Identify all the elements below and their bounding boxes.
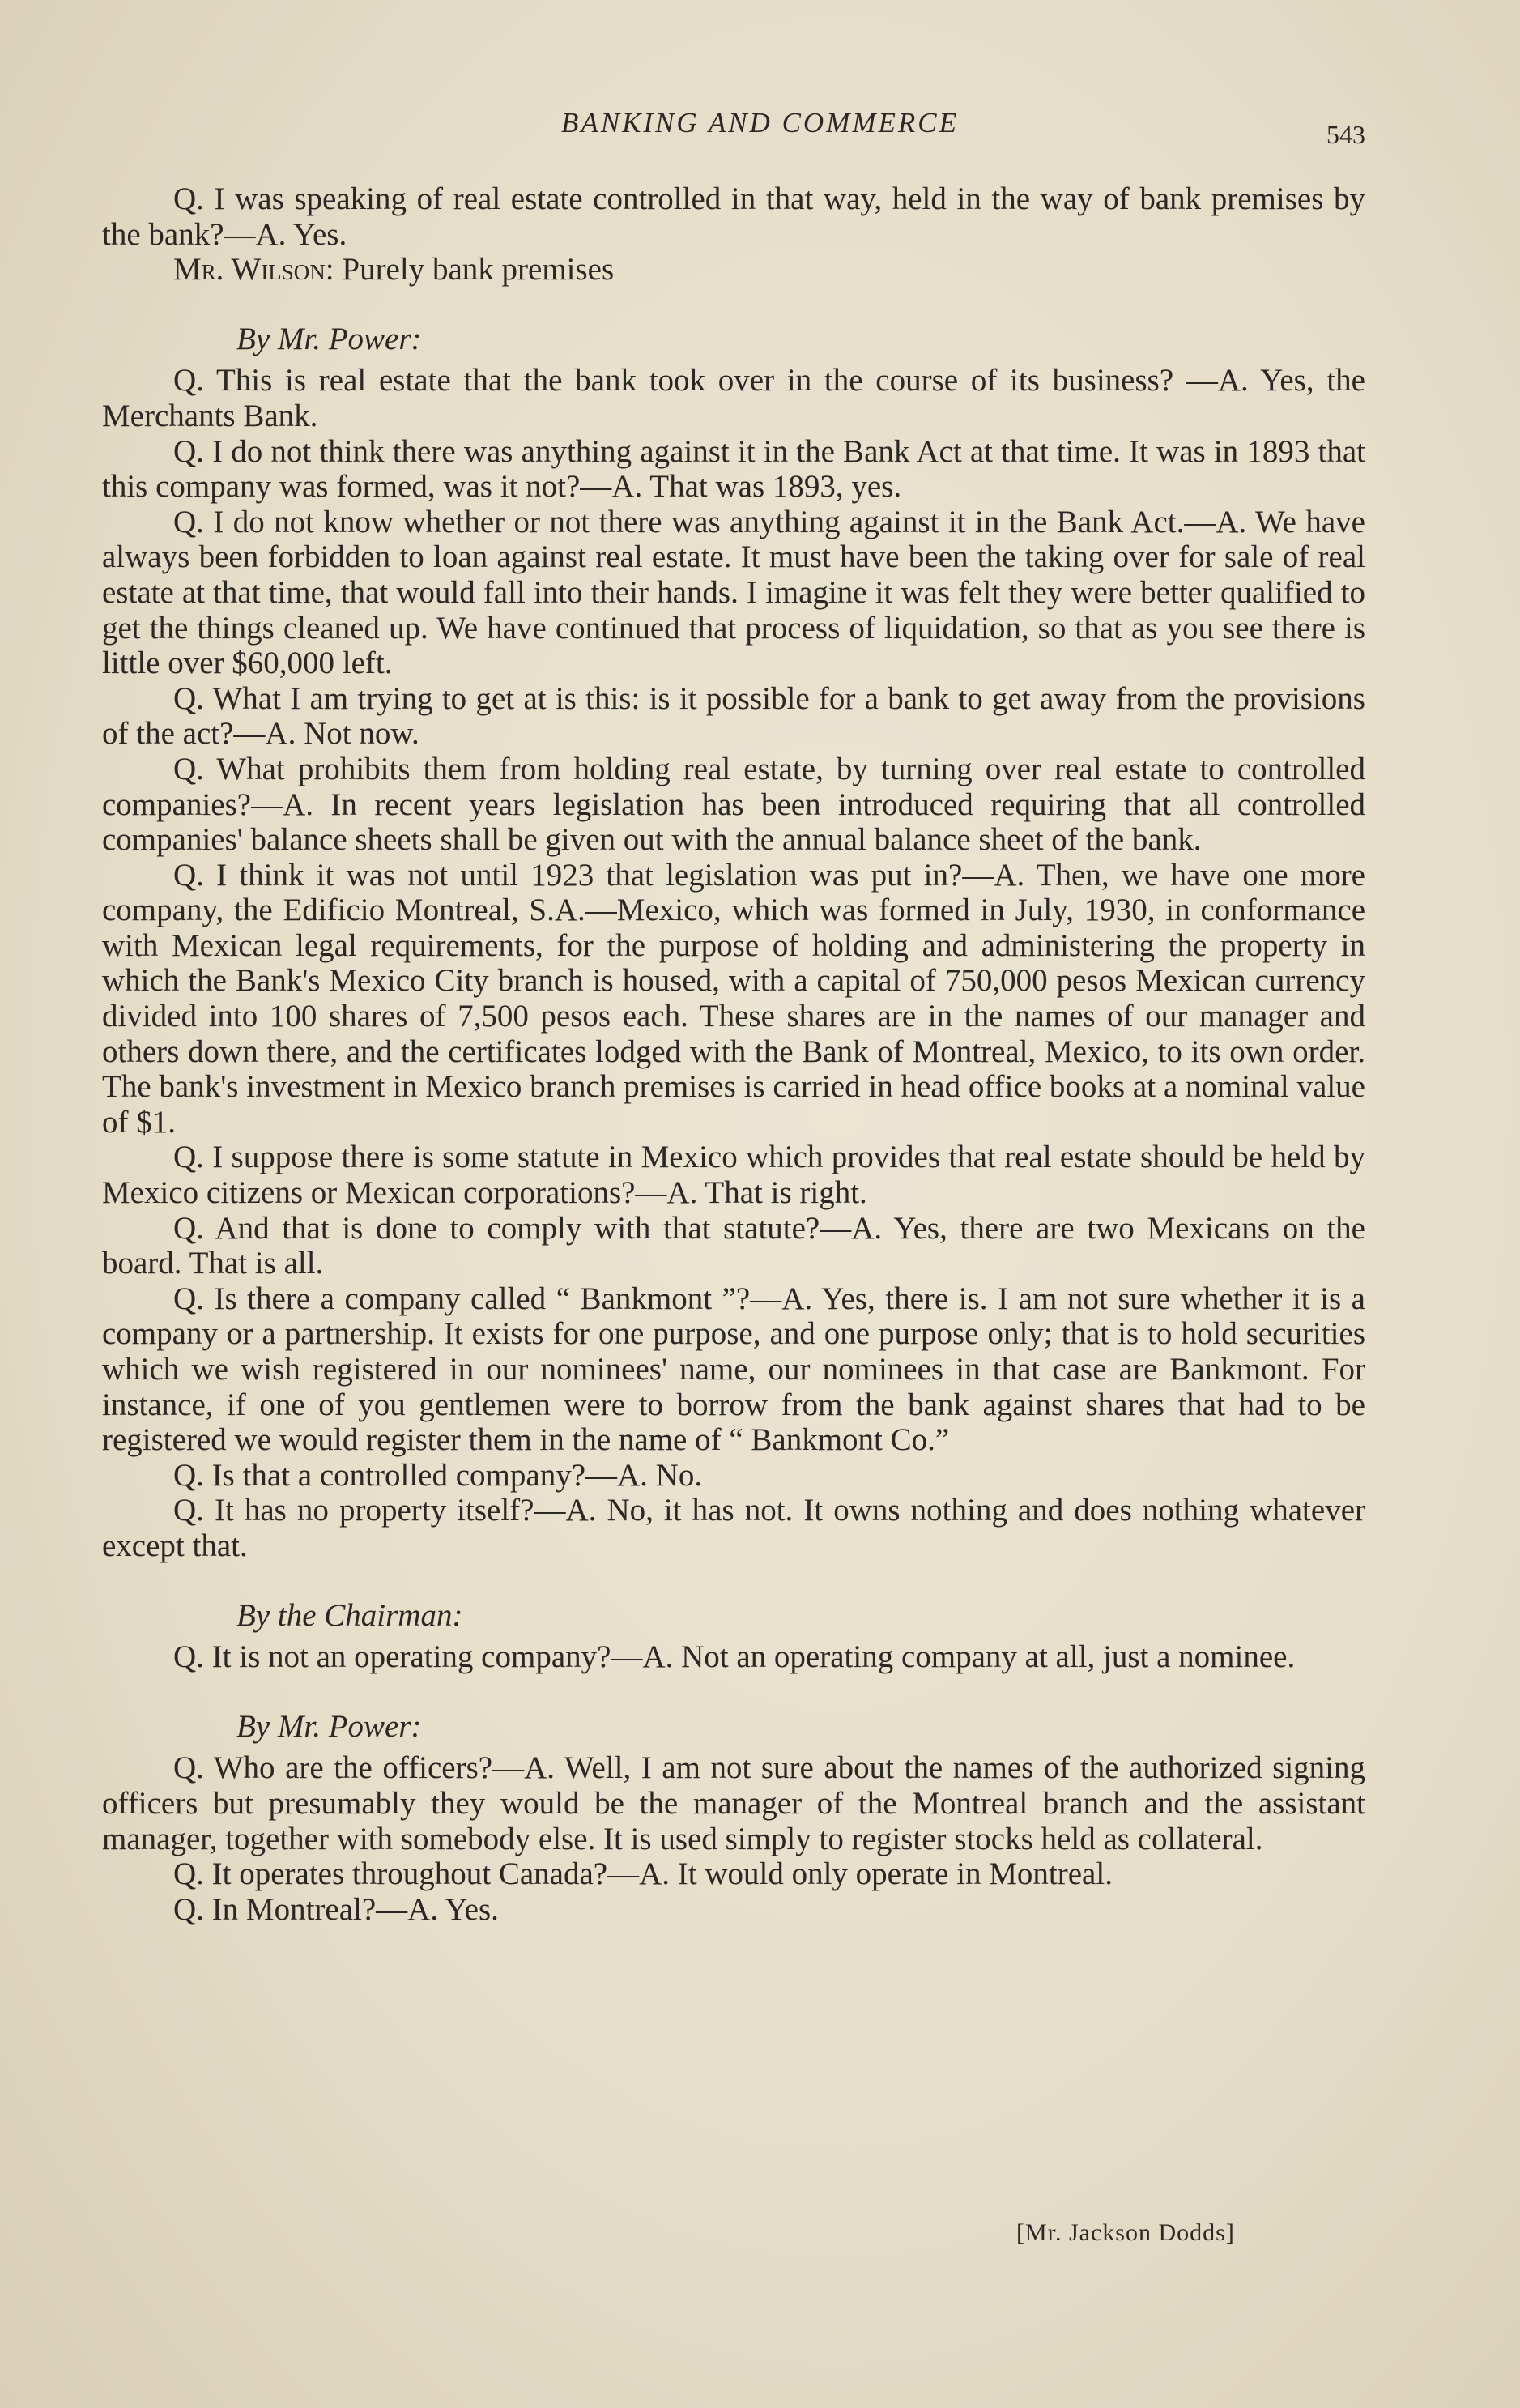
paragraph: Q. In Montreal?—A. Yes. bbox=[173, 1891, 499, 1927]
witness-signature: [Mr. Jackson Dodds] bbox=[1016, 2219, 1235, 2246]
running-head: BANKING AND COMMERCE bbox=[560, 107, 959, 139]
paragraph: Q. It is not an operating company?—A. Not an operating company at all, just a nominee. bbox=[173, 1639, 1296, 1675]
page-header bbox=[0, 107, 1520, 147]
paragraph: Q. What I am trying to get at is this: is it possible for a bank to get away from the provisions of the act?—A. Not now. bbox=[102, 680, 1365, 752]
paragraph: Q. Is that a controlled company?—A. No. bbox=[173, 1457, 703, 1493]
paragraph: Q. Is there a company called “ Bankmont ”?—A. Yes, there is. I am not sure whether it is a company or a partnership. It exists for one purpose, and one purpose only; that is to hold securities which we wish registered in our nominees' name, our nominees in that case are Bankmont. For instance, if one of you gentlemen were to borrow from the bank against shares that had to be registered we would register them in the name of “ Bankmont Co.” bbox=[102, 1281, 1365, 1458]
paragraph: Q. And that is done to comply with that statute?—A. Yes, there are two Mexicans on the board. That is all. bbox=[102, 1210, 1365, 1281]
section-byline: By Mr. Power: bbox=[236, 321, 422, 356]
speaker-name: Mr. Wilson bbox=[173, 252, 326, 288]
section-byline: By the Chairman: bbox=[236, 1597, 463, 1633]
paragraph: Q. I suppose there is some statute in Mexico which provides that real estate should be held by Mexico citizens or Mexican corporations?—A. That is right. bbox=[102, 1140, 1365, 1211]
paragraph: Q. What prohibits them from holding real estate, by turning over real estate to controlled companies?—A. In recent years legislation has been introduced requiring that all controlled companies' balance sheets shall be given out with the annual balance sheet of the bank. bbox=[102, 751, 1365, 858]
section-byline: By Mr. Power: bbox=[236, 1708, 422, 1744]
speech-paragraph bbox=[102, 252, 1365, 288]
body-text bbox=[102, 181, 1365, 1927]
paragraph: Q. I do not know whether or not there was anything against it in the Bank Act.—A. We have always been forbidden to loan against real estate. It must have been the taking over for sale of real estate at that time, that would fall into their hands. I imagine it was felt they were better qualified to get the things cleaned up. We have continued that process of liquidation, so that as you see there is little over $60,000 left. bbox=[102, 504, 1365, 681]
paragraph: Q. It has no property itself?—A. No, it has not. It owns nothing and does nothing whatever except that. bbox=[102, 1493, 1365, 1563]
paragraph: Q. I was speaking of real estate controlled in that way, held in the way of bank premises by the bank?—A. Yes. bbox=[102, 181, 1365, 252]
paragraph: Q. I think it was not until 1923 that legislation was put in?—A. Then, we have one more company, the Edificio Montreal, S.A.—Mexico, which was formed in July, 1930, in conformance with Mexican legal requirements, for the purpose of holding and administering the property in which the Bank's Mexico City branch is housed, with a capital of 750,000 pesos Mexican currency divided into 100 shares of 7,500 pesos each. These shares are in the names of our manager and others down there, and the certificates lodged with the Bank of Montreal, Mexico, to its own order. The bank's investment in Mexico branch premises is carried in head office books at a nominal value of $1. bbox=[102, 857, 1365, 1140]
paragraph: Q. I do not think there was anything against it in the Bank Act at that time. It was in 1893 that this company was formed, was it not?—A. That was 1893, yes. bbox=[102, 433, 1365, 505]
paragraph: Q. Who are the officers?—A. Well, I am not sure about the names of the authorized signing officers but presumably they would be the manager of the Montreal branch and the assistant manager, together with somebody else. It is used simply to register stocks held as collateral. bbox=[102, 1750, 1365, 1856]
paragraph: Q. This is real estate that the bank took over in the course of its business? —A. Yes, the Merchants Bank. bbox=[102, 363, 1365, 433]
page-number: 543 bbox=[1326, 120, 1365, 149]
speech-text: : Purely bank premises bbox=[325, 252, 615, 288]
paragraph: Q. It operates throughout Canada?—A. It would only operate in Montreal. bbox=[173, 1856, 1113, 1892]
